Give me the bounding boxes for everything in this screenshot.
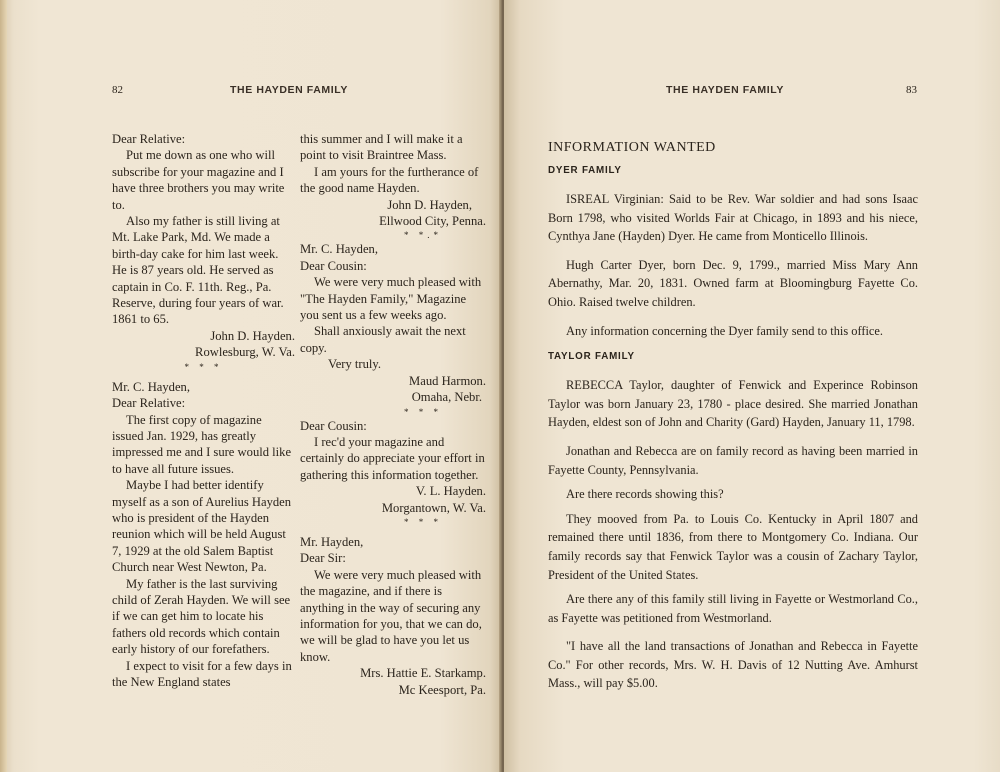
salutation: Dear Cousin: bbox=[300, 418, 367, 433]
letter-paragraph: We were very much pleased with "The Hayden Family," Magazine you sent us a few weeks ago. bbox=[300, 275, 482, 323]
running-header: THE HAYDEN FAMILY bbox=[230, 84, 348, 96]
article-paragraph: ISREAL Virginian: Said to be Rev. War soldier and had sons Isaac Born 1798, who visited Worlds Fair at Chicago, in 1893 and his niece, Cynthya Jane (Hayden) Dyer. He came from Monticello Illinois. bbox=[548, 192, 918, 244]
page-number: 83 bbox=[906, 84, 917, 96]
separator: * *.* bbox=[404, 230, 442, 241]
section-heading: DYER FAMILY bbox=[548, 165, 622, 176]
separator: * * * bbox=[404, 406, 442, 417]
closing: Very truly. bbox=[328, 357, 382, 372]
running-header: THE HAYDEN FAMILY bbox=[666, 84, 784, 96]
signature: V. L. Hayden. bbox=[415, 484, 486, 499]
page-number: 82 bbox=[112, 84, 123, 96]
signature-place: Rowlesburg, W. Va. bbox=[195, 345, 295, 360]
article-paragraph: Are there any of this family still living in Fayette or Westmorland Co., as Fayette was petitioned from Westmorland. bbox=[548, 592, 918, 625]
salutation: Mr. C. Hayden, bbox=[112, 379, 191, 394]
right-column bbox=[300, 131, 486, 698]
article-paragraph: They mooved from Pa. to Louis Co. Kentucky in April 1807 and remained there until 1836, from there to Montgomery Co. Indiana. Our family records say that Fenwick Taylor was a cousin of Zachary Taylor, President of the United States. bbox=[548, 511, 918, 582]
article-paragraph: Are there records showing this? bbox=[566, 487, 724, 502]
letter-paragraph: this summer and I will make it a point to visit Braintree Mass. bbox=[300, 132, 463, 163]
letter-paragraph: Put me down as one who will subscribe for your magazine and I have three brothers you may write to. bbox=[112, 148, 285, 212]
letter-paragraph: I am yours for the furtherance of the good name Hayden. bbox=[300, 164, 479, 196]
letter-paragraph: Maybe I had better identify myself as a son of Aurelius Hayden who is president of the Hayden reunion which will be held August 7, 1929 at the old Salem Baptist Church near West Newton, Pa. bbox=[112, 478, 292, 575]
article-paragraph: Jonathan and Rebecca are on family record as having been married in Fayette County, Pennsylvania. bbox=[548, 443, 918, 477]
signature: Maud Harmon. bbox=[409, 373, 486, 388]
letter-paragraph: The first copy of magazine issued Jan. 1929, has greatly impressed me and I sure would like to have all future issues. bbox=[112, 412, 292, 476]
signature: John D. Hayden, bbox=[387, 197, 472, 212]
article-title: INFORMATION WANTED bbox=[548, 140, 716, 155]
signature-place: Omaha, Nebr. bbox=[411, 390, 482, 405]
salutation: Dear Sir: bbox=[300, 551, 346, 566]
salutation: Dear Cousin: bbox=[300, 258, 367, 273]
left-column bbox=[112, 131, 295, 690]
separator: * * * bbox=[184, 361, 223, 372]
page-edge bbox=[0, 0, 7, 772]
article-paragraph: Any information concerning the Dyer family send to this office. bbox=[566, 323, 884, 338]
letter-paragraph: My father is the last surviving child of Zerah Hayden. We will see if we can get him to locate his fathers old records which contain early history of our forefathers. bbox=[112, 576, 291, 657]
salutation: Dear Relative: bbox=[112, 396, 186, 411]
section-heading: TAYLOR FAMILY bbox=[548, 351, 635, 363]
letter-paragraph: I expect to visit for a few days in the New England states bbox=[112, 658, 292, 689]
letter-paragraph: I rec'd your magazine and certainly do appreciate your effort in gathering this information together. bbox=[300, 434, 485, 482]
letter-paragraph: We were very much pleased with the magazine, and if there is anything in the way of securing any information for you, that we can do, we will be glad to have you let us know. bbox=[300, 567, 482, 664]
signature-place: Ellwood City, Penna. bbox=[379, 214, 486, 229]
article-paragraph: Hugh Carter Dyer, born Dec. 9, 1799., married Miss Mary Ann Abernathy, Mar. 20, 1831. Owned farm at Bloomingburg Fayette Co. Ohio. Raised twelve children. bbox=[548, 257, 918, 309]
signature-place: Mc Keesport, Pa. bbox=[398, 682, 486, 697]
salutation: Mr. C. Hayden, bbox=[300, 242, 379, 257]
article-paragraph: REBECCA Taylor, daughter of Fenwick and Experince Robinson Taylor was born January 23, 1780 - place desired. She married Jonathan Hayden, eldest son of John and Charity (Gard) Hayden, January 11, 1798. bbox=[548, 378, 918, 430]
separator: * * * bbox=[404, 516, 442, 527]
article-paragraph: "I have all the land transactions of Jonathan and Rebecca in Fayette Co." For other records, Mrs. W. H. Davis of 12 Nutting Ave. Amhurst Mass., will pay $5.00. bbox=[548, 639, 918, 691]
letter-paragraph: Shall anxiously await the next copy. bbox=[300, 324, 466, 355]
signature-place: Morgantown, W. Va. bbox=[381, 500, 486, 515]
signature: John D. Hayden. bbox=[210, 328, 295, 343]
letter-paragraph: Also my father is still living at Mt. Lake Park, Md. We made a birth-day cake for him last week. He is 87 years old. He served as captain in Co. F. 11th. Reg., Pa. Reserve, during four years of war. 1861 to 65. bbox=[112, 214, 284, 327]
salutation: Mr. Hayden, bbox=[300, 534, 364, 549]
signature: Mrs. Hattie E. Starkamp. bbox=[360, 666, 486, 681]
salutation: Dear Relative: bbox=[112, 132, 186, 146]
information-wanted-article bbox=[548, 138, 918, 693]
